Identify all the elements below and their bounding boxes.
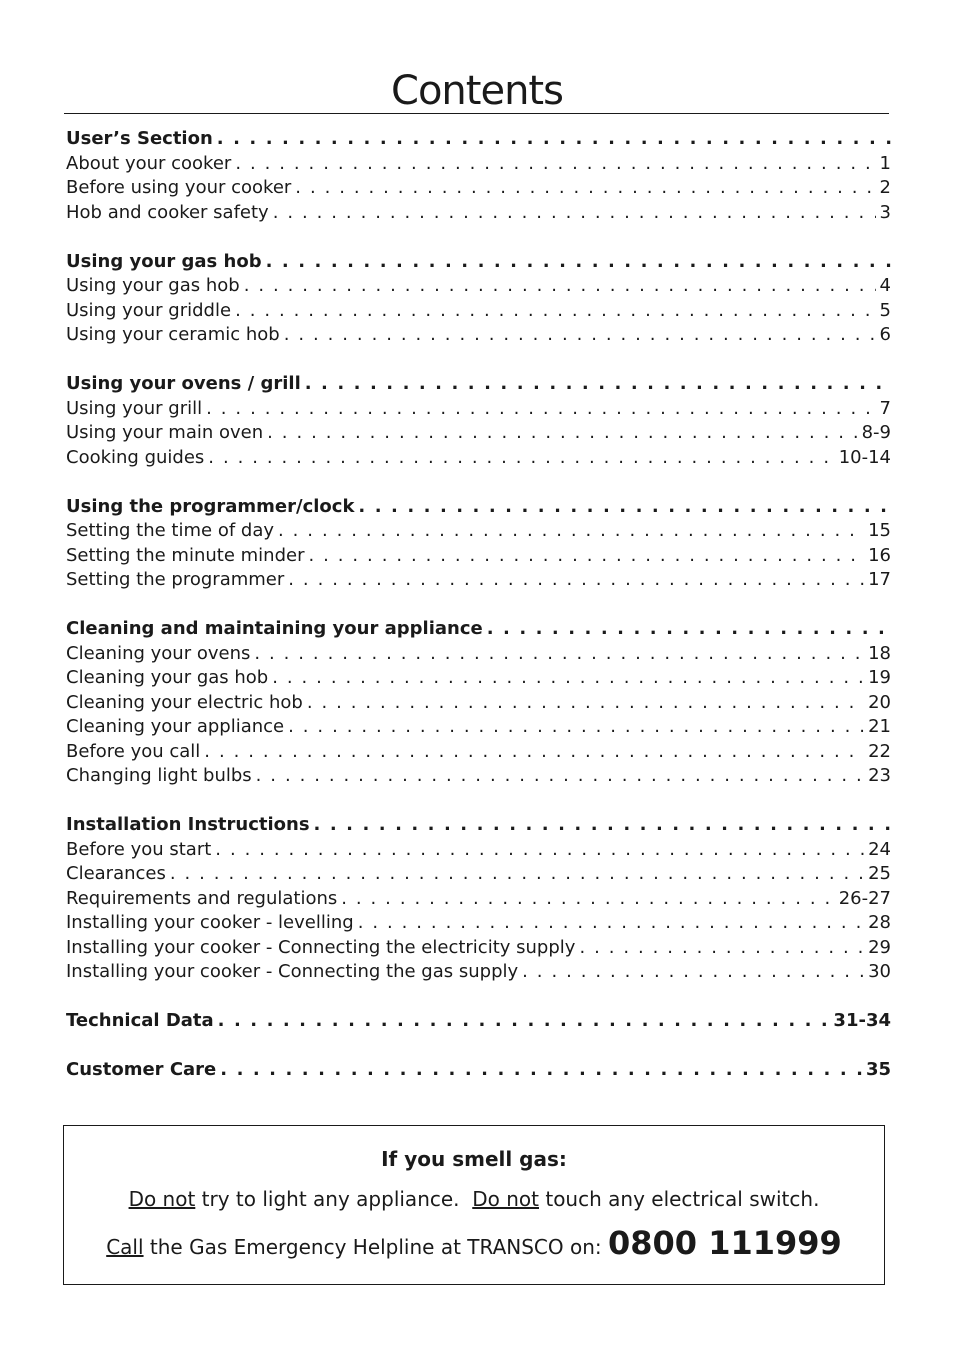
toc-page-number: 8-9 [861, 422, 891, 443]
dot-leader [358, 496, 891, 517]
toc-entry[interactable] [66, 716, 891, 741]
toc-page-number: 1 [879, 152, 891, 174]
emergency-phone-number: 0800 111999 [608, 1224, 842, 1262]
toc-entry-label: Using your ceramic hob [66, 324, 280, 345]
toc-entry[interactable] [66, 961, 891, 986]
toc-entry[interactable] [66, 177, 891, 202]
toc-section-heading[interactable] [66, 496, 891, 521]
dot-leader [341, 888, 834, 909]
toc-section-heading[interactable] [66, 814, 891, 839]
call-emphasis: Call [106, 1235, 144, 1259]
toc-entry[interactable] [66, 888, 891, 913]
toc-page-number: 10-14 [838, 446, 891, 468]
dot-leader [235, 300, 875, 321]
dot-leader [284, 324, 876, 345]
toc-entry[interactable] [66, 447, 891, 472]
toc-entry[interactable] [66, 741, 891, 766]
dot-leader [487, 618, 891, 639]
toc-heading-label: Technical Data [66, 1010, 214, 1031]
dot-leader [358, 912, 864, 933]
toc-page-number: 3 [879, 201, 891, 223]
gas-warning-title: If you smell gas: [381, 1147, 567, 1171]
dot-leader [217, 128, 891, 149]
toc-section-heading[interactable] [66, 1010, 891, 1035]
toc-entry[interactable] [66, 692, 891, 717]
dot-leader [218, 1010, 830, 1031]
dot-leader [206, 398, 875, 419]
toc-heading-label: Customer Care [66, 1059, 217, 1080]
toc-entry[interactable] [66, 275, 891, 300]
toc-page-number: 15 [868, 520, 891, 541]
toc-entry-label: About your cooker [66, 152, 232, 174]
gas-warning-text: touch any electrical switch. [539, 1187, 820, 1211]
dot-leader [522, 961, 864, 982]
toc-page-number: 31-34 [833, 1010, 891, 1031]
toc-page-number: 20 [868, 691, 891, 713]
toc-page-number: 35 [865, 1059, 891, 1080]
toc-page-number: 28 [868, 912, 891, 933]
toc-page-number: 18 [868, 642, 891, 664]
dot-leader [278, 520, 864, 541]
toc-entry-label: Before using your cooker [66, 177, 292, 198]
dot-leader [307, 692, 864, 713]
toc-entry-label: Requirements and regulations [66, 887, 338, 909]
toc-section-heading[interactable] [66, 1059, 891, 1084]
section-spacer [66, 226, 891, 251]
dot-leader [256, 765, 864, 786]
toc-entry-label: Changing light bulbs [66, 765, 252, 786]
toc-entry[interactable] [66, 300, 891, 325]
toc-entry[interactable] [66, 937, 891, 962]
toc-section-heading[interactable] [66, 373, 891, 398]
toc-entry-label: Using your grill [66, 397, 203, 419]
dot-leader [295, 177, 875, 198]
toc-entry-label: Installing your cooker - levelling [66, 912, 354, 933]
toc-entry[interactable] [66, 520, 891, 545]
toc-entry-label: Cleaning your ovens [66, 642, 251, 664]
gas-warning-box [63, 1125, 885, 1285]
title-rule [64, 113, 889, 114]
dot-leader [204, 741, 864, 762]
section-spacer [66, 790, 891, 815]
toc-entry-label: Cleaning your gas hob [66, 667, 269, 688]
gas-warning-line-1 [64, 1187, 884, 1211]
toc-heading-label: Installation Instructions [66, 814, 310, 835]
toc-entry-label: Clearances [66, 863, 166, 884]
toc-entry[interactable] [66, 545, 891, 570]
toc-entry-label: Using your griddle [66, 299, 232, 321]
toc-entry-label: Setting the minute minder [66, 544, 305, 566]
toc-heading-label: User’s Section [66, 128, 213, 149]
do-not-emphasis: Do not [128, 1187, 196, 1211]
toc-page-number: 2 [879, 177, 891, 198]
section-spacer [66, 986, 891, 1011]
toc-section-heading[interactable] [66, 128, 891, 153]
toc-entry[interactable] [66, 202, 891, 227]
toc-entry[interactable] [66, 863, 891, 888]
dot-leader [266, 251, 891, 272]
toc-entry-label: Installing your cooker - Connecting the electricity supply [66, 936, 576, 958]
toc-page-number: 19 [868, 667, 891, 688]
section-spacer [66, 471, 891, 496]
dot-leader [220, 1059, 862, 1080]
do-not-emphasis: Do not [472, 1187, 539, 1211]
dot-leader [215, 839, 864, 860]
toc-entry[interactable] [66, 839, 891, 864]
toc-entry-label: Installing your cooker - Connecting the gas supply [66, 961, 519, 982]
dot-leader [235, 153, 875, 174]
toc-page-number: 25 [868, 863, 891, 884]
toc-entry[interactable] [66, 643, 891, 668]
toc-page-number: 7 [879, 397, 891, 419]
toc-entry[interactable] [66, 422, 891, 447]
dot-leader [272, 667, 864, 688]
dot-leader [208, 447, 834, 468]
toc-entry[interactable] [66, 667, 891, 692]
toc-page-number: 6 [879, 324, 891, 345]
toc-page-number: 23 [868, 765, 891, 786]
toc-heading-label: Using your gas hob [66, 250, 262, 272]
toc-entry-label: Cleaning your electric hob [66, 691, 303, 713]
section-spacer [66, 349, 891, 374]
table-of-contents [66, 128, 891, 1084]
toc-heading-label: Cleaning and maintaining your appliance [66, 618, 483, 639]
gas-warning-text: try to light any appliance. [195, 1187, 473, 1211]
toc-entry[interactable] [66, 765, 891, 790]
toc-section-heading[interactable] [66, 618, 891, 643]
toc-page-number: 21 [868, 716, 891, 737]
gas-warning-text: the Gas Emergency Helpline at TRANSCO on: [143, 1235, 608, 1259]
toc-entry-label: Cooking guides [66, 446, 205, 468]
toc-page-number: 16 [868, 544, 891, 566]
toc-entry-label: Before you call [66, 740, 201, 762]
toc-entry[interactable] [66, 569, 891, 594]
toc-heading-label: Using the programmer/clock [66, 495, 355, 517]
toc-entry-label: Cleaning your appliance [66, 716, 285, 737]
dot-leader [288, 569, 864, 590]
dot-leader [267, 422, 857, 443]
dot-leader [170, 863, 864, 884]
dot-leader [308, 545, 864, 566]
toc-entry-label: Before you start [66, 838, 212, 860]
toc-entry[interactable] [66, 153, 891, 178]
toc-page-number: 17 [868, 569, 891, 590]
toc-section-heading[interactable] [66, 251, 891, 276]
dot-leader [254, 643, 864, 664]
dot-leader [305, 373, 891, 394]
toc-heading-label: Using your ovens / grill [66, 373, 301, 394]
toc-entry[interactable] [66, 912, 891, 937]
page-title: Contents [391, 68, 563, 114]
toc-entry-label: Hob and cooker safety [66, 201, 269, 223]
toc-page-number: 4 [879, 275, 891, 296]
dot-leader [288, 716, 864, 737]
toc-entry[interactable] [66, 324, 891, 349]
gas-warning-line-2 [64, 1224, 884, 1262]
dot-leader [579, 937, 864, 958]
toc-page-number: 24 [868, 838, 891, 860]
toc-entry-label: Setting the time of day [66, 520, 275, 541]
dot-leader [314, 814, 891, 835]
toc-entry-label: Setting the programmer [66, 569, 285, 590]
toc-page-number: 26-27 [838, 887, 891, 909]
toc-page-number: 29 [868, 936, 891, 958]
toc-page-number: 30 [868, 961, 891, 982]
toc-entry[interactable] [66, 398, 891, 423]
section-spacer [66, 1035, 891, 1060]
toc-entry-label: Using your main oven [66, 422, 264, 443]
toc-page-number: 5 [879, 299, 891, 321]
dot-leader [244, 275, 876, 296]
dot-leader [273, 202, 876, 223]
toc-entry-label: Using your gas hob [66, 275, 240, 296]
section-spacer [66, 594, 891, 619]
toc-page-number: 22 [868, 740, 891, 762]
